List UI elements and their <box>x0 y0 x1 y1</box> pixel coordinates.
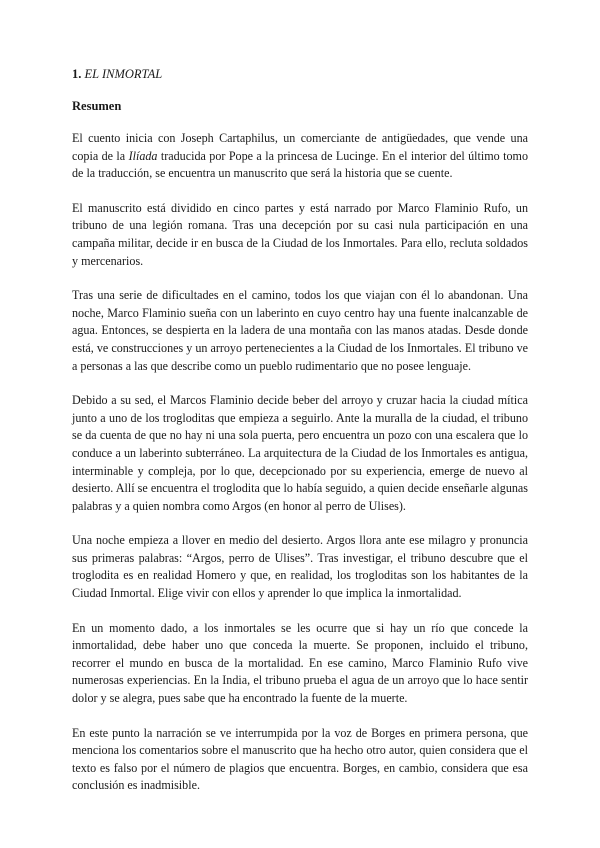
section-title: EL INMORTAL <box>84 67 163 81</box>
section-number: 1. <box>72 67 82 81</box>
document-page <box>72 66 528 812</box>
paragraph-4: Debido a su sed, el Marcos Flaminio decide beber del arroyo y cruzar hacia la ciudad mítica junto a uno de los trogloditas que empieza a seguirlo. Ante la muralla de la ciudad, el tribuno se da cuenta de que no hay ni una sola puerta, pero encuentra un pozo con una escalera que lo conduce a un laberinto subterráneo. La arquitectura de la Ciudad de los Inmortales es antigua, interminable y compleja, por lo que, decepcionado por su experiencia, emerge de nuevo al desierto. Allí se encuentra el troglodita que lo había seguido, a quien decide enseñarle algunas palabras y a quien nombra como Argos (en honor al perro de Ulises). <box>72 393 528 513</box>
paragraph-5: Una noche empieza a llover en medio del desierto. Argos llora ante ese milagro y pronuncia sus primeras palabras: “Argos, perro de Ulises”. Tras investigar, el tribuno descubre que el troglodita es en realidad Homero y que, en realidad, los trogloditas son los habitantes de la Ciudad Inmortal. Elige vivir con ellos y aprender lo que implica la inmortalidad. <box>72 533 528 601</box>
paragraph-1 <box>72 130 528 183</box>
iliad-title: Ilíada <box>128 148 158 163</box>
paragraph-3: Tras una serie de dificultades en el camino, todos los que viajan con él lo abandonan. Una noche, Marco Flaminio sueña con un laberinto en cuyo centro hay una fuente inalcanzable de agua. Entonces, se despierta en la ladera de una montaña con las manos atadas. Desde donde está, ve construcciones y un arroyo pertenecientes a la Ciudad de los Inmortales. El tribuno ve a personas a las que describe como un pueblo rudimentario que no posee lenguaje. <box>72 288 528 373</box>
paragraph-6: En un momento dado, a los inmortales se les ocurre que si hay un río que concede la inmortalidad, debe haber uno que conceda la muerte. Se proponen, incluido el tribuno, recorrer el mundo en busca de la mortalidad. En ese camino, Marco Flaminio Rufo vive numerosas experiencias. En la India, el tribuno prueba el agua de un arroyo que lo hace sentir dolor y se alegra, pues sabe que ha encontrado la fuente de la muerte. <box>72 620 528 706</box>
subheading-resumen: Resumen <box>72 99 122 113</box>
paragraph-1-after: traducida por Pope a la princesa de Lucinge. En el interior del último tomo de la traducción, se encuentra un manuscrito que será la historia que se cuente. <box>72 148 528 181</box>
paragraph-7: En este punto la narración se ve interrumpida por la voz de Borges en primera persona, que menciona los comentarios sobre el manuscrito que ha hecho otro autor, quien considera que el texto es falso por el número de plagios que encuentra. Borges, en cambio, considera que esa conclusión es inadmisible. <box>72 725 528 793</box>
section-heading <box>72 66 528 82</box>
paragraph-1-before: El cuento inicia con Joseph Cartaphilus, un comerciante de antigüedades, que vende una copia de la <box>72 131 528 163</box>
paragraph-2: El manuscrito está dividido en cinco partes y está narrado por Marco Flaminio Rufo, un tribuno de una legión romana. Tras una decepción por su casi nula participación en una campaña militar, decide ir en busca de la Ciudad de los Inmortales. Para ello, recluta soldados y mercenarios. <box>72 200 528 268</box>
